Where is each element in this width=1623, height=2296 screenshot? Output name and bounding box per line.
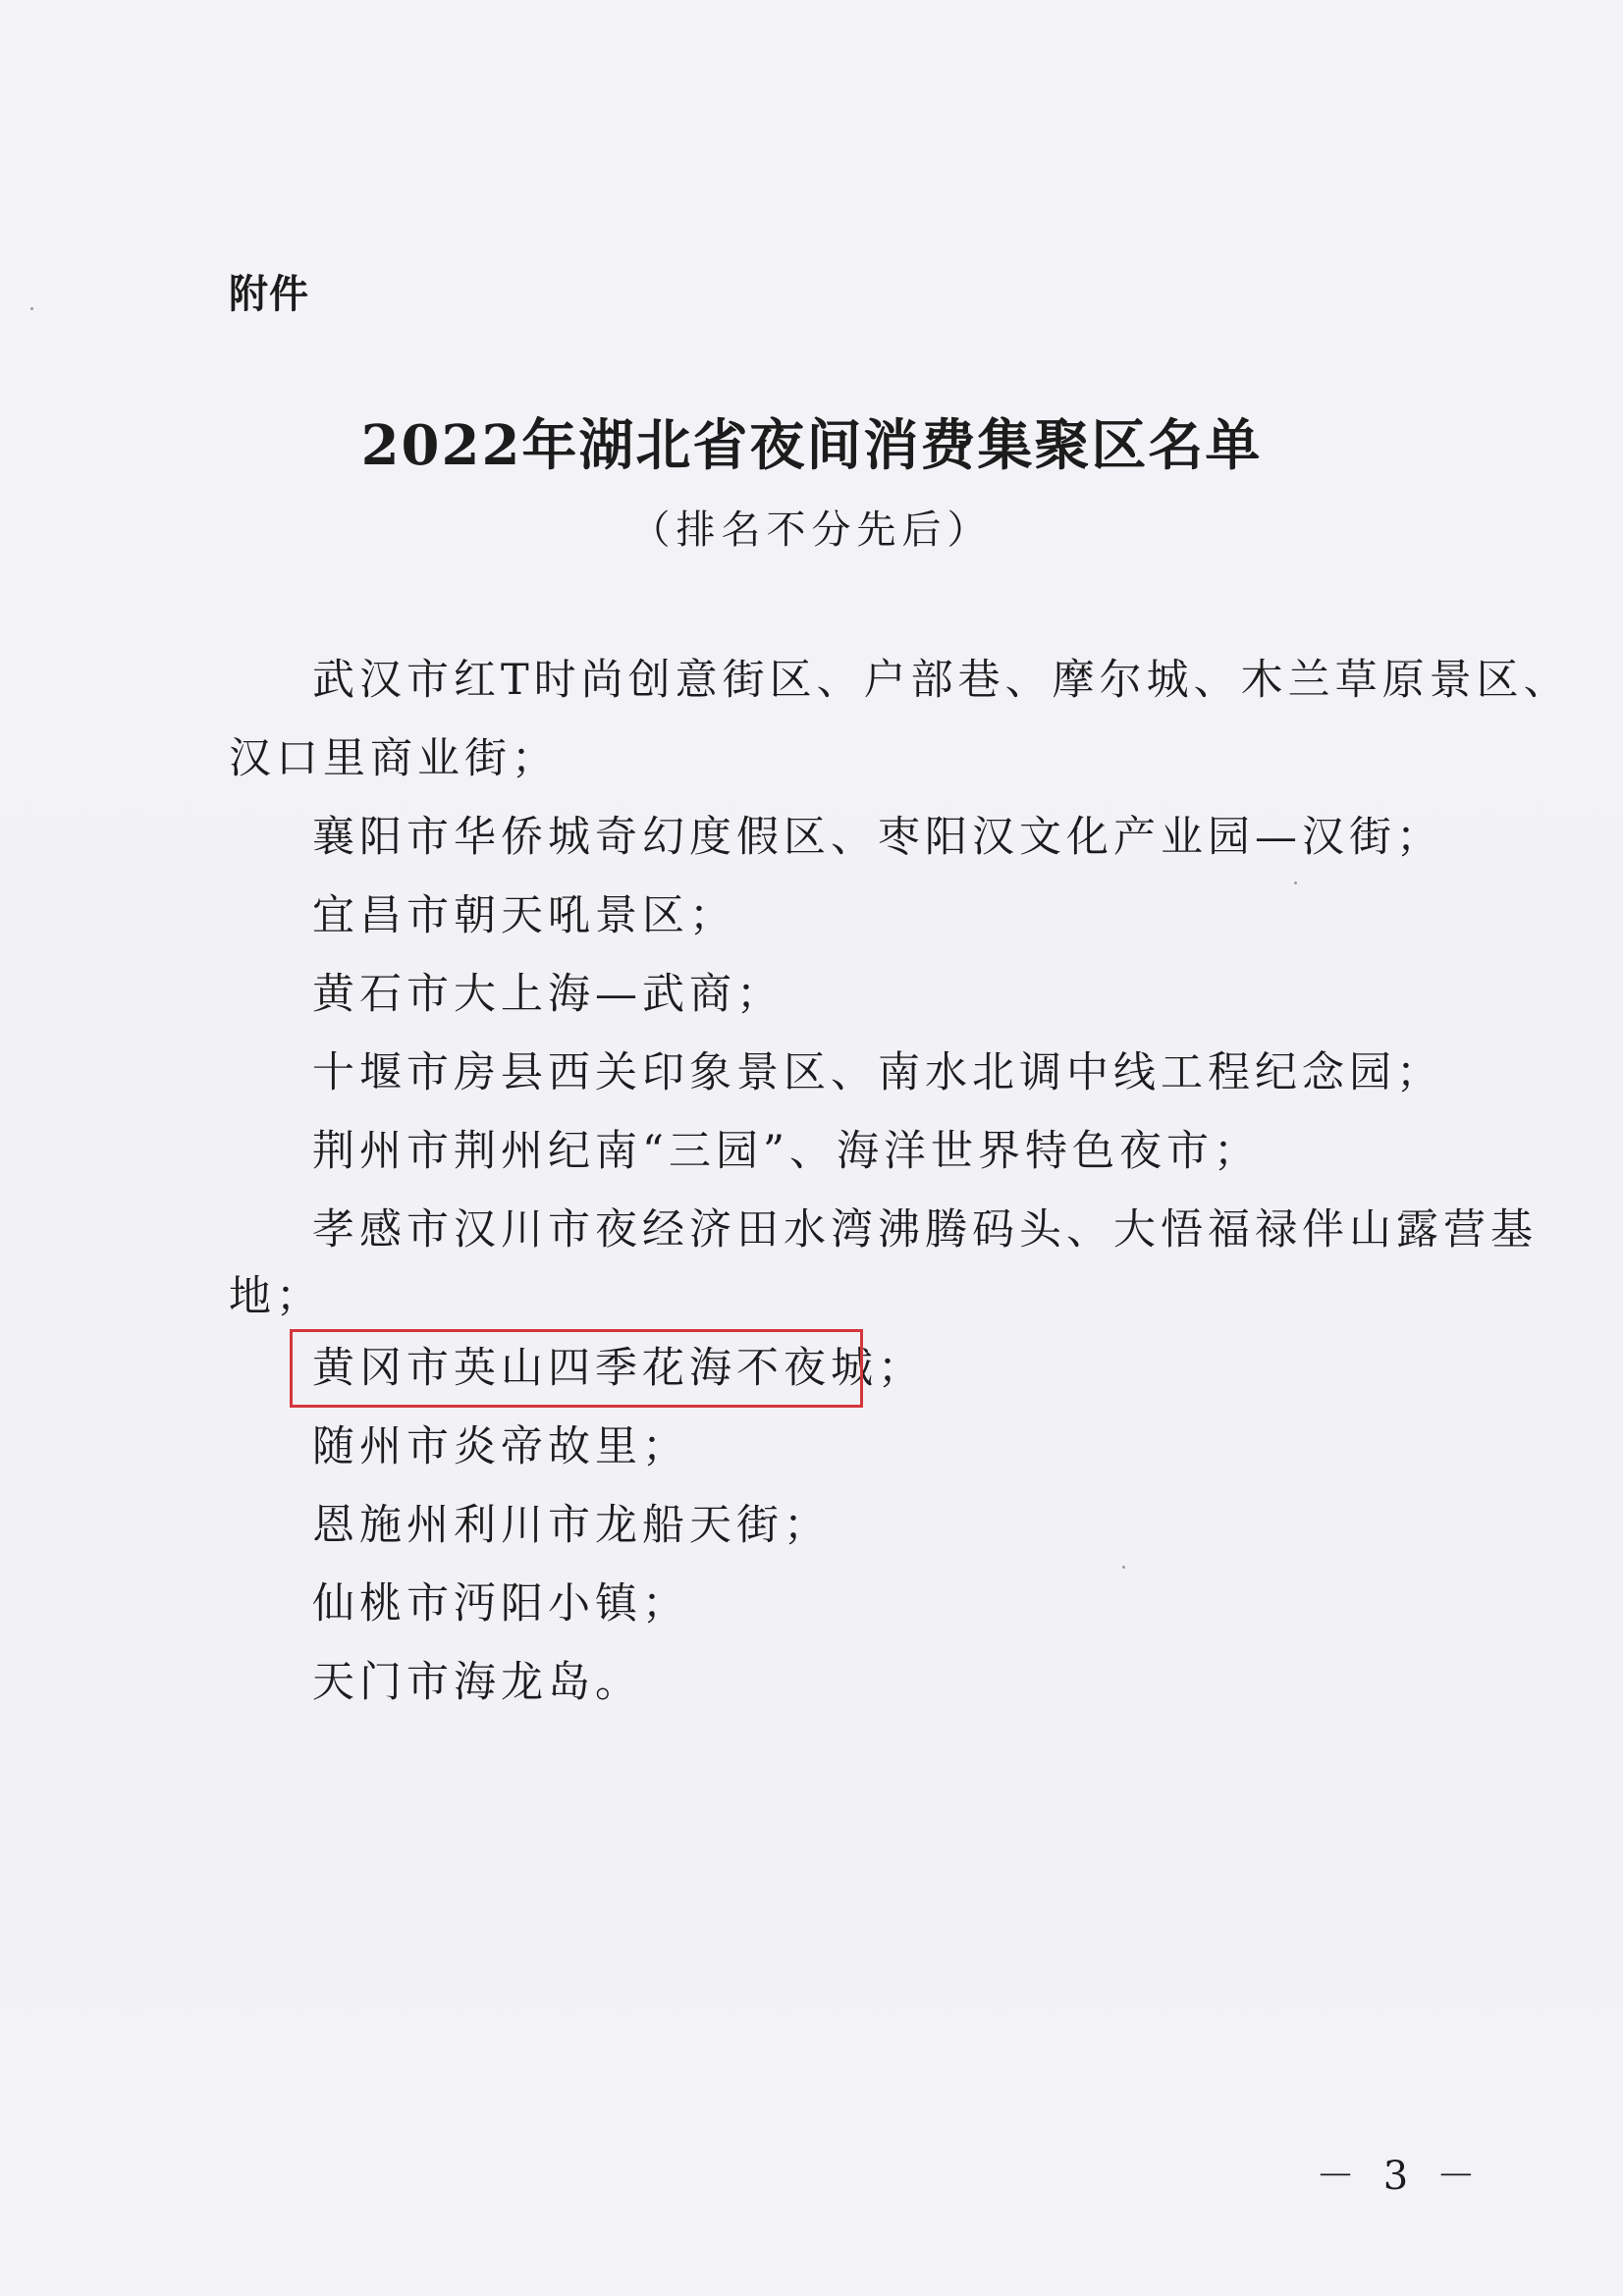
scan-speck bbox=[1294, 881, 1297, 884]
list-line: 地； bbox=[229, 1272, 323, 1321]
list-line: 恩施州利川市龙船天街； bbox=[312, 1501, 831, 1550]
highlight-box bbox=[290, 1329, 863, 1408]
list-line: 汉口里商业街； bbox=[229, 734, 559, 783]
list-line: 荆州市荆州纪南“三园”、海洋世界特色夜市； bbox=[312, 1127, 1261, 1176]
scan-speck bbox=[30, 307, 33, 310]
list-line: 仙桃市沔阳小镇； bbox=[312, 1579, 689, 1629]
list-line: 天门市海龙岛。 bbox=[312, 1658, 642, 1707]
list-line: 襄阳市华侨城奇幻度假区、枣阳汉文化产业园—汉街； bbox=[312, 813, 1443, 862]
list-line: 十堰市房县西关印象景区、南水北调中线工程纪念园； bbox=[312, 1048, 1443, 1097]
attachment-label: 附件 bbox=[229, 272, 309, 317]
page-number: － 3 － bbox=[1316, 2154, 1484, 2199]
list-line: 黄石市大上海—武商； bbox=[312, 970, 784, 1019]
list-line: 随州市炎帝故里； bbox=[312, 1422, 689, 1471]
highlighted-list-line: 黄冈市英山四季花海不夜城； bbox=[312, 1344, 925, 1393]
document-subtitle: （排名不分先后） bbox=[630, 507, 993, 553]
scan-speck bbox=[1122, 1566, 1125, 1569]
list-line: 孝感市汉川市夜经济田水湾沸腾码头、大悟福禄伴山露营基 bbox=[312, 1205, 1538, 1255]
document-title: 2022年湖北省夜间消费集聚区名单 bbox=[360, 413, 1263, 478]
list-line: 宜昌市朝天吼景区； bbox=[312, 891, 736, 940]
list-line: 武汉市红T时尚创意街区、户部巷、摩尔城、木兰草原景区、 bbox=[312, 656, 1571, 705]
